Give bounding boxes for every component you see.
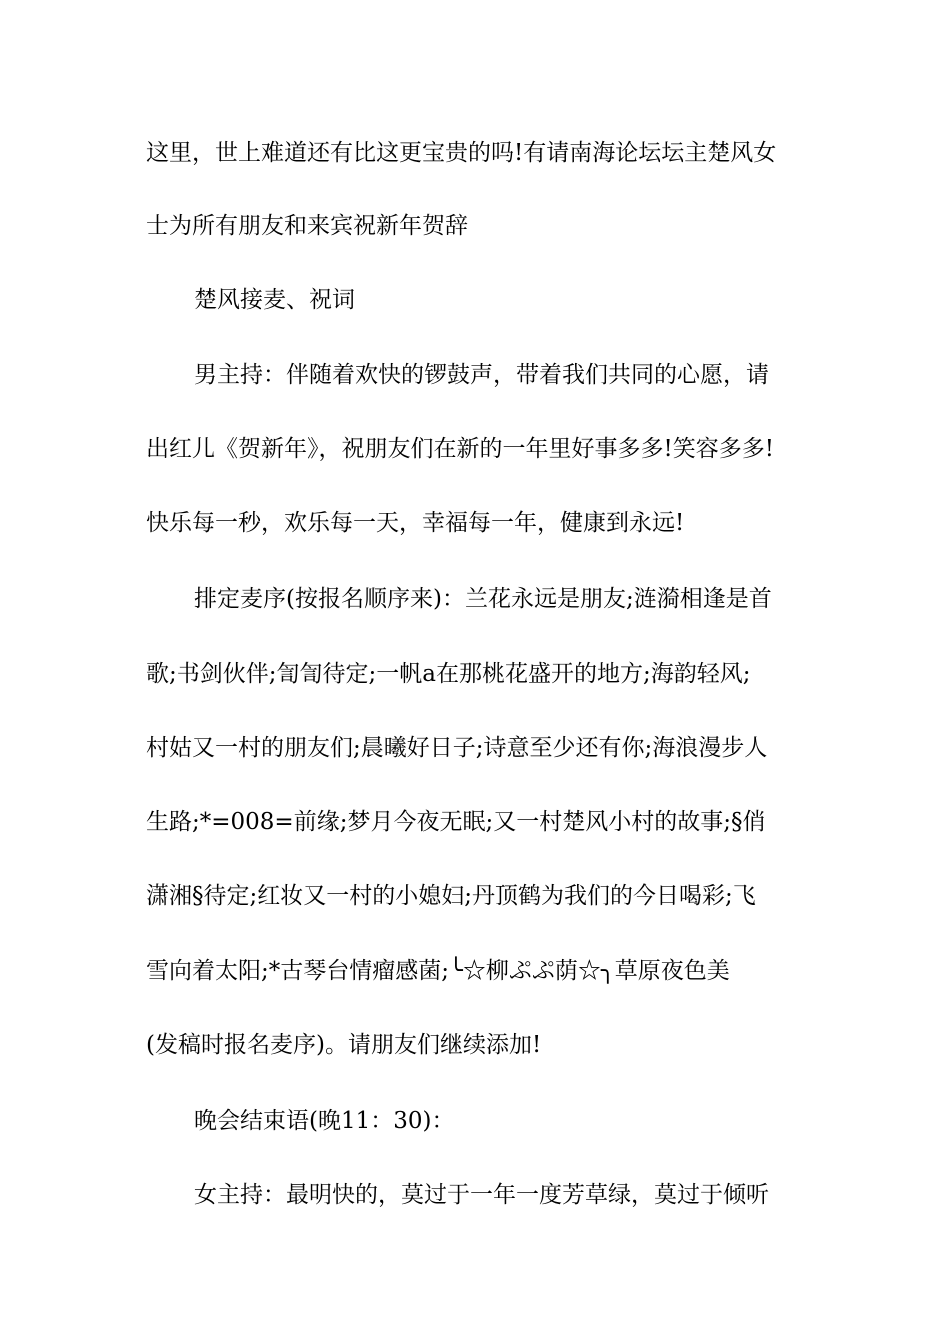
- paragraph-line: 楚风接麦、祝词: [194, 287, 355, 313]
- paragraph-line: 歌;书剑伙伴;訇訇待定;一帆a在那桃花盛开的地方;海韵轻风;: [146, 661, 751, 687]
- paragraph-line: 士为所有朋友和来宾祝新年贺辞: [146, 213, 468, 239]
- paragraph-line: 雪向着太阳;*古琴台情瘤感菌;╰☆柳ぷぷ荫☆╮草原夜色美: [146, 958, 730, 984]
- paragraph-line: 女主持：最明快的，莫过于一年一度芳草绿，莫过于倾听: [194, 1182, 769, 1208]
- paragraph-line: 男主持：伴随着欢快的锣鼓声，带着我们共同的心愿，请: [194, 362, 769, 388]
- paragraph-line: 村姑又一村的朋友们;晨曦好日子;诗意至少还有你;海浪漫步人: [146, 735, 768, 761]
- paragraph-line: 排定麦序(按报名顺序来)：兰花永远是朋友;涟漪相逢是首: [194, 586, 772, 612]
- paragraph-line: 生路;*=008=前缘;梦月今夜无眠;又一村楚风小村的故事;§俏: [146, 809, 766, 835]
- paragraph-line: 快乐每一秒，欢乐每一天，幸福每一年，健康到永远!: [146, 510, 685, 536]
- paragraph-line: 这里，世上难道还有比这更宝贵的吗!有请南海论坛坛主楚风女: [146, 140, 777, 166]
- paragraph-line: 出红儿《贺新年》，祝朋友们在新的一年里好事多多!笑容多多!: [146, 436, 774, 462]
- paragraph-line: 潇湘§待定;红妆又一村的小媳妇;丹顶鹤为我们的今日喝彩;飞: [146, 883, 756, 909]
- paragraph-line: 晚会结束语(晚11：30)：: [194, 1108, 455, 1134]
- paragraph-line: (发稿时报名麦序)。请朋友们继续添加!: [146, 1032, 542, 1058]
